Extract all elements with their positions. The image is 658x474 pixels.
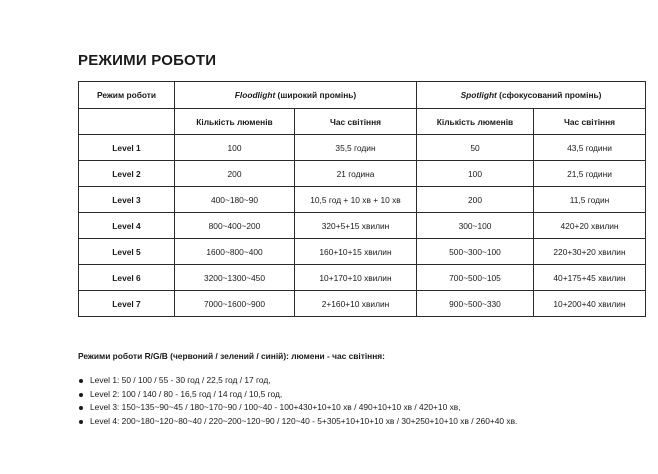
floodlight-lumens-cell: 200 (175, 161, 295, 187)
floodlight-lumens-cell: 1600~800~400 (175, 239, 295, 265)
spotlight-time-cell: 420+20 хвилин (534, 213, 646, 239)
table-subheader-row (79, 109, 646, 135)
spotlight-lumens-cell: 500~300~100 (417, 239, 534, 265)
floodlight-time-cell: 35,5 годин (295, 135, 417, 161)
spotlight-lumens-cell: 900~500~330 (417, 291, 534, 317)
floodlight-lumens-header: Кількість люменів (175, 109, 295, 135)
floodlight-label: Floodlight (234, 90, 276, 100)
bullet-icon (79, 406, 83, 410)
floodlight-lumens-cell: 800~400~200 (175, 213, 295, 239)
floodlight-time-cell: 21 година (295, 161, 417, 187)
mode-column-header: Режим роботи (79, 82, 175, 109)
floodlight-time-cell: 160+10+15 хвилин (295, 239, 417, 265)
spotlight-time-cell: 43,5 години (534, 135, 646, 161)
table-row (79, 161, 646, 187)
list-item (78, 388, 517, 402)
rgb-level-text: Level 3: 150~135~90~45 / 180~170~90 / 100~40 - 100+430+10+10 хв / 490+10+10 хв / 420+10 хв, (90, 402, 461, 413)
list-item (78, 415, 517, 429)
spotlight-time-cell: 21,5 години (534, 161, 646, 187)
spotlight-lumens-cell: 700~500~105 (417, 265, 534, 291)
spotlight-desc: (сфокусований промінь) (496, 90, 602, 100)
spotlight-lumens-cell: 300~100 (417, 213, 534, 239)
floodlight-time-cell: 320+5+15 хвилин (295, 213, 417, 239)
spotlight-time-cell: 40+175+45 хвилин (534, 265, 646, 291)
list-item (78, 374, 517, 388)
table-row (79, 291, 646, 317)
table-row (79, 135, 646, 161)
bullet-icon (79, 420, 83, 424)
spotlight-label: Spotlight (460, 90, 497, 100)
rgb-level-text: Level 1: 50 / 100 / 55 - 30 год / 22,5 год / 17 год, (90, 375, 271, 385)
rgb-modes-list (78, 374, 517, 429)
floodlight-time-cell: 2+160+10 хвилин (295, 291, 417, 317)
list-item (78, 401, 517, 415)
table-row (79, 213, 646, 239)
floodlight-lumens-cell: 100 (175, 135, 295, 161)
rgb-level-text: Level 4: 200~180~120~80~40 / 220~200~120~90 / 120~40 - 5+305+10+10+10 хв / 30+250+10+10 хв / 260+40 хв. (90, 416, 518, 427)
table-header-row (79, 82, 646, 109)
level-cell: Level 4 (79, 213, 175, 239)
bullet-icon (79, 379, 83, 383)
spotlight-lumens-cell: 50 (417, 135, 534, 161)
floodlight-time-cell: 10,5 год + 10 хв + 10 хв (295, 187, 417, 213)
level-cell: Level 3 (79, 187, 175, 213)
spotlight-time-cell: 220+30+20 хвилин (534, 239, 646, 265)
floodlight-lumens-cell: 3200~1300~450 (175, 265, 295, 291)
page-title: РЕЖИМИ РОБОТИ (78, 52, 217, 69)
operating-modes-table (78, 81, 646, 317)
floodlight-lumens-cell: 400~180~90 (175, 187, 295, 213)
rgb-modes-heading: Режими роботи R/G/B (червоний / зелений / синій): люмени - час світіння: (78, 351, 385, 361)
level-cell: Level 1 (79, 135, 175, 161)
floodlight-lumens-cell: 7000~1600~900 (175, 291, 295, 317)
spotlight-group-header (417, 82, 646, 109)
rgb-level-text: Level 2: 100 / 140 / 80 - 16,5 год / 14 год / 10,5 год, (90, 388, 283, 399)
spotlight-lumens-cell: 100 (417, 161, 534, 187)
level-cell: Level 7 (79, 291, 175, 317)
bullet-icon (79, 393, 83, 397)
level-cell: Level 5 (79, 239, 175, 265)
floodlight-desc: (широкий промінь) (275, 90, 357, 100)
spotlight-time-cell: 10+200+40 хвилин (534, 291, 646, 317)
spotlight-time-cell: 11,5 годин (534, 187, 646, 213)
floodlight-time-header: Час світіння (295, 109, 417, 135)
table-row (79, 265, 646, 291)
spotlight-lumens-header: Кількість люменів (417, 109, 534, 135)
floodlight-group-header (175, 82, 417, 109)
spotlight-time-header: Час світіння (534, 109, 646, 135)
spotlight-lumens-cell: 200 (417, 187, 534, 213)
level-cell: Level 2 (79, 161, 175, 187)
floodlight-time-cell: 10+170+10 хвилин (295, 265, 417, 291)
empty-header-cell (79, 109, 175, 135)
level-cell: Level 6 (79, 265, 175, 291)
table-row (79, 239, 646, 265)
table-row (79, 187, 646, 213)
